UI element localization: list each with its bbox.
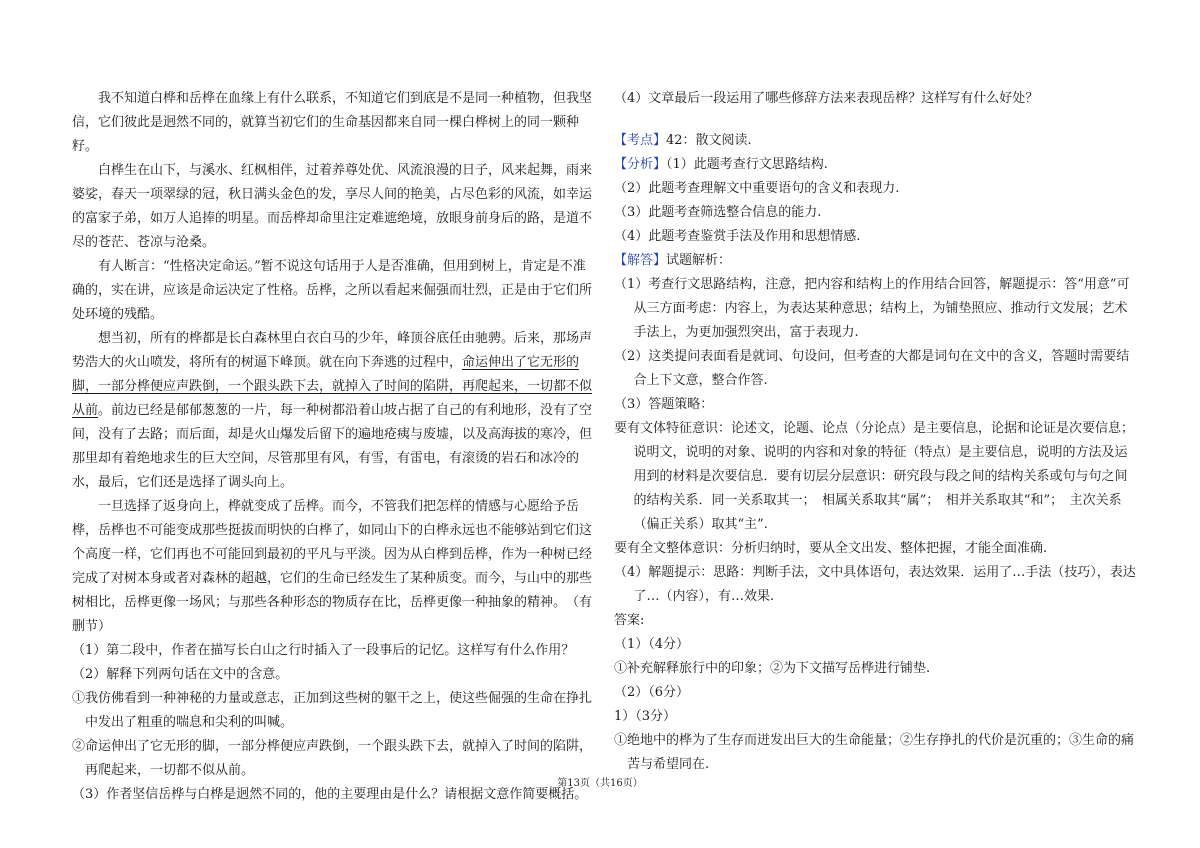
page-footer: 第13页（共16页） [557, 778, 643, 789]
fenxi-4: （4）此题考查鉴赏手法及作用和思想情感. [614, 229, 861, 244]
fenxi-3: （3）此题考查筛选整合信息的能力. [614, 205, 822, 220]
jieda-text: 试题解析： [666, 253, 732, 268]
jieda-line [614, 249, 1136, 273]
underlined-sentence: 命运伸出了它无形的脚，一部分桦便应声跌倒，一个跟头跌下去，就掉入了时间的陷阱，再爬起来，一切都不似从前 [72, 355, 593, 418]
question-1: （1）第二段中，作者在描写长白山之行时插入了一段事后的记忆。这样写有什么作用？ [72, 643, 575, 658]
answer-2-text: ①绝地中的桦为了生存而迸发出巨大的生命能量；②生存挣扎的代价是沉重的；③生命的痛苦与希望同在. [614, 733, 1135, 772]
answer-1-text: ①补充解释旅行中的印象；②为下文描写岳桦进行铺垫. [614, 661, 931, 676]
passage-paragraph-1: 我不知道白桦和岳桦在血缘上有什么联系，不知道它们到底是不是同一种植物，但我坚信，它们彼此是迥然不同的，就算当初它们的生命基因都来自同一棵白桦树上的同一颗种籽。 [72, 91, 593, 154]
jieda-4: （4）解题提示：思路：判断手法，文中具体语句，表达效果．运用了…手法（技巧），表达了…（内容），有…效果. [614, 565, 1136, 604]
answer-2-score: （2）（6分） [614, 685, 690, 700]
jieda-3: （3）答题策略： [614, 397, 714, 412]
kaodian-text: 42：散文阅读. [666, 133, 752, 148]
kaodian-tag: 【考点】 [614, 133, 667, 148]
jieda-3-strategy-a: 要有文体特征意识：论述文，论题、论点（分论点）是主要信息，论据和论证是次要信息；说明文，说明的对象、说明的内容和对象的特征（特点）是主要信息，说明的方法及运用到的材料是次要信息．要有切层分层意识：研究段与段之间的结构关系或句与句之间的结构关系．同一关系取其一； 相属关系取其“属”； 相并关系取其“和”； 主次关系（偏正关系）取其“主”. [614, 421, 1135, 532]
question-4: （4）文章最后一段运用了哪些修辞方法来表现岳桦？这样写有什么好处？ [614, 91, 1039, 106]
jieda-3-strategy-b: 要有全文整体意识：分析归纳时，要从全文出发、整体把握，才能全面准确. [614, 541, 1048, 556]
passage-paragraph-4 [72, 327, 596, 495]
question-2-sentence-2: ②命运伸出了它无形的脚，一部分桦便应声跌倒，一个跟头跌下去，就掉入了时间的陷阱，再爬起来，一切都不似从前。 [72, 739, 593, 778]
question-3: （3）作者坚信岳桦与白桦是迥然不同的，他的主要理由是什么？请根据文意作简要概括。 [72, 787, 588, 802]
passage-paragraph-5: 一旦选择了返身向上，桦就变成了岳桦。而今，不管我们把怎样的情感与心愿给予岳桦，岳桦也不可能变成那些挺拔而明快的白桦了，如同山下的白桦永远也不能够站到它们这个高度一样，它们再也不可能回到最初的平凡与平淡。因为从白桦到岳桦，作为一种树已经完成了对树本身或者对森林的超越，它们的生命已经发生了某种质变。而今，与山中的那些树相比，岳桦更像一场风；与那些各种形态的物质存在比，岳桦更像一种抽象的精神。 （有删节） [72, 499, 593, 634]
left-column [72, 87, 596, 807]
kaodian-line [614, 129, 1136, 153]
right-column [614, 87, 1136, 777]
jieda-tag: 【解答】 [614, 253, 667, 268]
fenxi-text-1: （1）此题考查行文思路结构. [666, 157, 828, 172]
question-2: （2）解释下列两句话在文中的含意。 [72, 667, 289, 682]
answer-label: 答案: [614, 613, 645, 628]
fenxi-2: （2）此题考查理解文中重要语句的含义和表现力. [614, 181, 900, 196]
passage-paragraph-2: 白桦生在山下，与溪水、红枫相伴，过着养尊处优、风流浪漫的日子，风来起舞，雨来婆娑，春天一项翠绿的冠，秋日满头金色的发，享尽人间的艳美，占尽色彩的风流，如幸运的富家子弟，如万人追捧的明星。而岳桦却命里注定难遮绝境，放眼身前身后的路，是道不尽的苍茫、苍凉与沧桑。 [72, 163, 593, 250]
answer-2-sub-score: 1）（3分） [614, 709, 677, 724]
answer-1-score: （1）（4分） [614, 637, 690, 652]
passage-paragraph-3: 有人断言：“性格决定命运。”暂不说这句话用于人是否准确，但用到树上，肯定是不准确的，实在讲，应该是命运决定了性格。岳桦，之所以看起来倔强而壮烈，正是由于它们所处环境的残酷。 [72, 259, 593, 322]
paragraph-4-start: 想当初，所有的桦都是长白森林里白衣白马的少年，峰顶谷底任由驰骋。后来，那场声势浩大的火山喷发，将所有的树逼下峰顶。就在向下奔逃的过程中， [72, 331, 593, 370]
fenxi-line [614, 153, 1136, 177]
paragraph-4-end: 。前边已经是郁郁葱葱的一片，每一种树都沿着山坡占据了自己的有利地形，没有了空间，没有了去路；而后面，却是火山爆发后留下的遍地疮痍与废墟，以及高海拔的寒冷，但那里却有着绝地求生的巨大空间，尽管那里有风，有雪，有雷电，有滚烫的岩石和冰冷的水，最后，它们还是选择了调头向上。 [72, 403, 593, 490]
fenxi-tag: 【分析】 [614, 157, 667, 172]
jieda-1: （1）考查行文思路结构，注意，把内容和结构上的作用结合回答，解题提示：答“用意”可从三方面考虑：内容上，为表达某种意思；结构上，为铺垫照应、推动行文发展；艺术手法上，为更加强烈突出，富于表现力. [614, 277, 1130, 340]
jieda-2: （2）这类提问表面看是就词、句设问，但考查的大都是词句在文中的含义，答题时需要结合上下文意，整合作答. [614, 349, 1130, 388]
question-2-sentence-1: ①我仿佛看到一种神秘的力量或意志，正加到这些树的躯干之上，使这些倔强的生命在挣扎中发出了粗重的喘息和尖利的叫喊。 [72, 691, 593, 730]
